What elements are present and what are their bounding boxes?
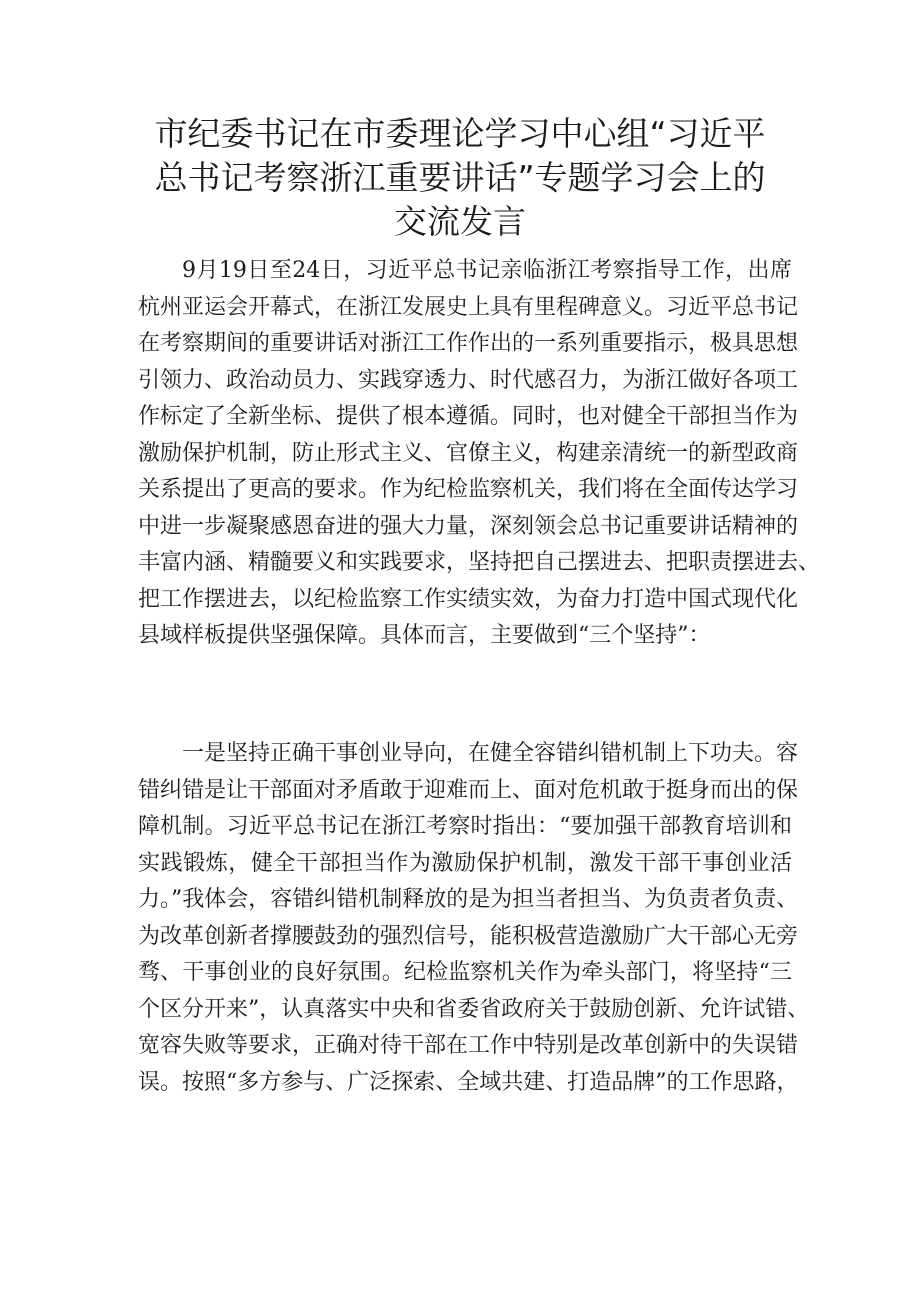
paragraph-line: 关系提出了更高的要求。作为纪检监察机关，我们将在全面传达学习 [138,477,799,502]
paragraph-line: 宽容失败等要求，正确对待干部在工作中特别是改革创新中的失误错 [138,1033,799,1058]
paragraph-line: 骛、干事创业的良好氛围。纪检监察机关作为牵头部门，将坚持“三 [138,960,792,985]
paragraph-line: 杭州亚运会开幕式，在浙江发展史上具有里程碑意义。习近平总书记 [138,294,799,320]
title-line: 市纪委书记在市委理论学习中心组“习近平 [154,114,766,153]
paragraph-line: 县域样板提供坚强保障。具体而言，主要做到“三个坚持”： [138,623,711,648]
paragraph-line: 一是坚持正确干事创业导向，在健全容错纠错机制上下功夫。容 [182,741,799,766]
title-line: 总书记考察浙江重要讲话”专题学习会上的 [154,158,766,197]
paragraph-line: 误。按照“多方参与、广泛探索、全域共建、打造品牌”的工作思路， [138,1069,799,1095]
paragraph-line: 个区分开来”，认真落实中央和省委省政府关于鼓励创新、允许试错、 [138,996,810,1022]
document-title [130,112,790,244]
paragraph-line: 障机制。习近平总书记在浙江考察时指出：“要加强干部教育培训和 [138,814,792,839]
paragraph-line: 实践锻炼，健全干部担当作为激励保护机制，激发干部干事创业活 [138,850,792,876]
paragraph-line: 为改革创新者撑腰鼓劲的强烈信号，能积极营造激励广大干部心无旁 [138,923,799,949]
paragraph-intro [138,253,821,655]
paragraph-line: 引领力、政治动员力、实践穿透力、时代感召力，为浙江做好各项工 [138,367,799,393]
paragraph-line: 把工作摆进去，以纪检监察工作实绩实效，为奋力打造中国式现代化 [138,586,799,612]
paragraph-line: 9月19日至24日，习近平总书记亲临浙江考察指导工作，出席 [182,258,792,283]
paragraph-line: 中进一步凝聚感恩奋进的强大力量，深刻领会总书记重要讲话精神的 [138,513,799,539]
paragraph-line: 在考察期间的重要讲话对浙江工作作出的一系列重要指示，极具思想 [138,331,799,356]
paragraph-first-point [138,736,810,1101]
paragraph-line: 错纠错是让干部面对矛盾敢于迎难而上、面对危机敢于挺身而出的保 [138,777,799,803]
paragraph-line: 力。”我体会，容错纠错机制释放的是为担当者担当、为负责者负责、 [138,887,799,912]
title-line: 交流发言 [394,202,526,241]
paragraph-line: 丰富内涵、精髓要义和实践要求，坚持把自己摆进去、把职责摆进去、 [138,550,821,575]
paragraph-line: 作标定了全新坐标、提供了根本遵循。同时，也对健全干部担当作为 [138,404,799,429]
paragraph-line: 激励保护机制，防止形式主义、官僚主义，构建亲清统一的新型政商 [138,440,799,466]
